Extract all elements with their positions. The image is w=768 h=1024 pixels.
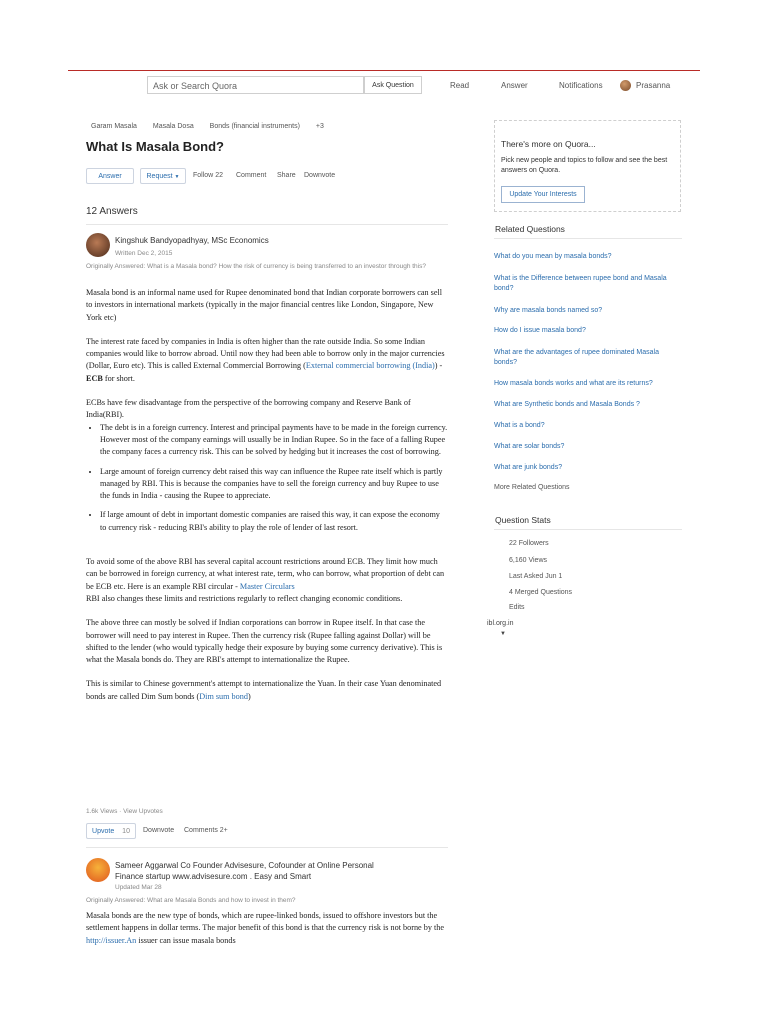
related-question-link[interactable]: How do I issue masala bond? (494, 327, 586, 334)
paragraph (86, 556, 448, 593)
nav-answer[interactable]: Answer (501, 81, 528, 90)
upvote-button[interactable] (86, 823, 136, 839)
ask-question-button[interactable]: Ask Question (364, 76, 422, 94)
request-button-label: Request (146, 173, 173, 180)
answer-body (86, 910, 448, 947)
originally-answered: Originally Answered: What is a Masala bond? How the risk of currency is being transferred to an investor through this? (86, 263, 426, 270)
topic-bonds[interactable]: Bonds (financial instruments) (209, 123, 300, 130)
author-avatar[interactable] (86, 233, 110, 257)
related-question-link[interactable]: What is the Difference between rupee bond and Masala bond? (494, 275, 667, 292)
list-item: • The debt is in a foreign currency. Interest and principal payments have to be made in the foreign currency. However most of the company earnings will usually be in Indian Rupee. So in the face of a falling Rupee the company faces a currency risk. This can be solved by hedging but it increases the cost of borrowing. (100, 422, 448, 459)
related-question-link[interactable]: What are solar bonds? (494, 443, 565, 450)
stat-followers[interactable]: 22 Followers (509, 540, 549, 547)
paragraph (86, 336, 448, 385)
author-avatar[interactable] (86, 858, 110, 882)
related-question-link[interactable]: What are Synthetic bonds and Masala Bonds ? (494, 401, 640, 408)
request-button[interactable] (140, 168, 186, 184)
text: Masala bonds are the new type of bonds, which are rupee-linked bonds, issued to offshore investors but the settlement happens in dollar terms. The major benefit of this bond is that the currency risk is not borne by the (86, 911, 444, 933)
list-item: • If large amount of debt in important domestic companies are raised this way, it can expose the economy to currency risk - reducing RBI's ability to play the role of lender of last resort. (100, 509, 448, 534)
chevron-down-icon[interactable]: ▼ (500, 631, 506, 637)
user-avatar[interactable] (620, 80, 631, 91)
footer-language[interactable]: ibl.org.in (487, 620, 514, 627)
follow-count: 22 (215, 172, 223, 179)
issuer-link[interactable]: http://issuer.An (86, 935, 137, 945)
answer-button[interactable] (86, 168, 134, 184)
related-question-link[interactable]: How masala bonds works and what are its returns? (494, 380, 653, 387)
chevron-down-icon: ▼ (174, 174, 180, 180)
divider (494, 529, 682, 530)
upvote-label: Upvote (92, 828, 115, 835)
paragraph: RBI also changes these limits and restrictions regularly to reflect changing economic conditions. (86, 593, 403, 603)
list-item: • Large amount of foreign currency debt raised this way can influence the Rupee rate itself which is partly managed by RBI. This is because the companies have to sell the foreign currency and buy Rupee to use the funds in India - causing the Rupee to appreciate. (100, 466, 448, 503)
text: To avoid some of the above RBI has several capital account restrictions around ECB. They limit how much can be borrowed in foreign currency, at what interest rate, term, who can borrow, what proportion of debt can be ECB etc. Here is an example RBI circular - (86, 557, 445, 591)
answers-count: 12 Answers (86, 206, 138, 217)
stat-views: 6,160 Views (509, 557, 548, 564)
author-line: Sameer Aggarwal Co Founder Advisesure, Cofounder at Online Personal (115, 861, 374, 870)
follow-label: Follow (193, 172, 214, 179)
comment-button[interactable]: Comment (236, 172, 267, 179)
nav-read[interactable]: Read (450, 81, 470, 90)
top-border (68, 70, 700, 71)
user-name[interactable]: Prasanna (636, 81, 671, 90)
topic-garam-masala[interactable]: Garam Masala (91, 123, 137, 130)
related-question-link[interactable]: What do you mean by masala bonds? (494, 253, 612, 260)
text: for short. (102, 373, 135, 383)
text: This is similar to Chinese government's attempt to internationalize the Yuan. In their case Yuan denominated bonds are called Dim Sum bonds ( (86, 679, 442, 701)
question-title: What Is Masala Bond? (86, 139, 224, 154)
upvote-count: 10 (122, 828, 130, 835)
answer-author[interactable] (115, 860, 445, 882)
paragraph (86, 678, 448, 703)
dim-sum-link[interactable]: Dim sum bond (199, 691, 248, 701)
answer-body (86, 287, 448, 703)
follow-button[interactable] (193, 172, 223, 179)
share-button[interactable]: Share (277, 172, 296, 179)
downvote-button[interactable]: Downvote (143, 827, 175, 834)
answer-button-label: Answer (98, 173, 122, 180)
master-circulars-link[interactable]: Master Circulars (239, 581, 295, 591)
downvote-question-button[interactable]: Downvote (304, 172, 336, 179)
more-title: There's more on Quora... (501, 139, 596, 149)
divider (494, 238, 682, 239)
author-line: Finance startup www.advisesure.com . Easy and Smart (115, 872, 312, 881)
comments-button[interactable]: Comments 2+ (184, 827, 228, 834)
more-related-link[interactable]: More Related Questions (494, 484, 570, 491)
divider (86, 224, 448, 225)
answer-date[interactable]: Updated Mar 28 (115, 884, 162, 891)
related-questions-heading: Related Questions (495, 224, 565, 234)
update-interests-button[interactable]: Update Your Interests (501, 186, 585, 203)
stat-edits[interactable]: Edits (509, 604, 525, 611)
text: issuer can issue masala bonds (136, 935, 236, 945)
paragraph: Masala bond is an informal name used for Rupee denominated bond that Indian corporate borrowers can sell to investors in international markets (typically in the major financial centres like London, Singapore, New York etc) (86, 288, 443, 322)
topic-more[interactable]: +3 (315, 123, 324, 130)
stat-merged[interactable]: 4 Merged Questions (509, 589, 573, 596)
text: ) (247, 691, 251, 701)
related-question-link[interactable]: Why are masala bonds named so? (494, 307, 603, 314)
related-question-link[interactable]: What are the advantages of rupee dominated Masala bonds? (494, 349, 659, 366)
text: ) - (434, 361, 443, 371)
divider (86, 847, 448, 848)
bold-text: ECB (86, 373, 103, 383)
topic-list (91, 123, 338, 130)
question-stats-heading: Question Stats (495, 515, 551, 525)
ecb-link[interactable]: External commercial borrowing (India) (305, 361, 435, 371)
nav-notifications[interactable]: Notifications (559, 81, 603, 90)
more-text: Pick new people and topics to follow and see the best answers on Quora. (501, 157, 668, 174)
related-question-link[interactable]: What are junk bonds? (494, 464, 563, 471)
answer-author[interactable]: Kingshuk Bandyopadhyay, MSc Economics (115, 236, 269, 245)
stat-last-asked: Last Asked Jun 1 (509, 573, 563, 580)
answer-views[interactable]: 1.6k Views · View Upvotes (86, 808, 163, 815)
search-input[interactable]: Ask or Search Quora (147, 76, 364, 94)
related-question-link[interactable]: What is a bond? (494, 422, 545, 429)
answer-date[interactable]: Written Dec 2, 2015 (115, 250, 173, 257)
more-on-quora-box (494, 120, 681, 212)
topic-masala-dosa[interactable]: Masala Dosa (152, 123, 194, 130)
originally-answered: Originally Answered: What are Masala Bonds and how to invest in them? (86, 897, 296, 904)
paragraph: The above three can mostly be solved if Indian corporations can borrow in Rupee itself. In that case the borrower will need to pay interest in Rupee. Then the currency risk (Rupee falling against Dollar) will be shifted to the lender (who would typically hedge their exposure by buying some currency derivative). This is what the Masala bonds do. They are RBI's attempt to internationalize the Rupee. (86, 618, 443, 665)
paragraph: ECBs have few disadvantage from the perspective of the borrowing company and Reserve Bank of India(RBI). (86, 398, 411, 420)
bullet-list (86, 422, 448, 534)
text: The interest rate faced by companies in India is often higher than the rate outside India. So some Indian companies would like to borrow abroad. Until now they had been able to borrow only in the major currencies (Dollar, Euro etc). This is called External Commercial Borrowing ( (86, 336, 445, 371)
